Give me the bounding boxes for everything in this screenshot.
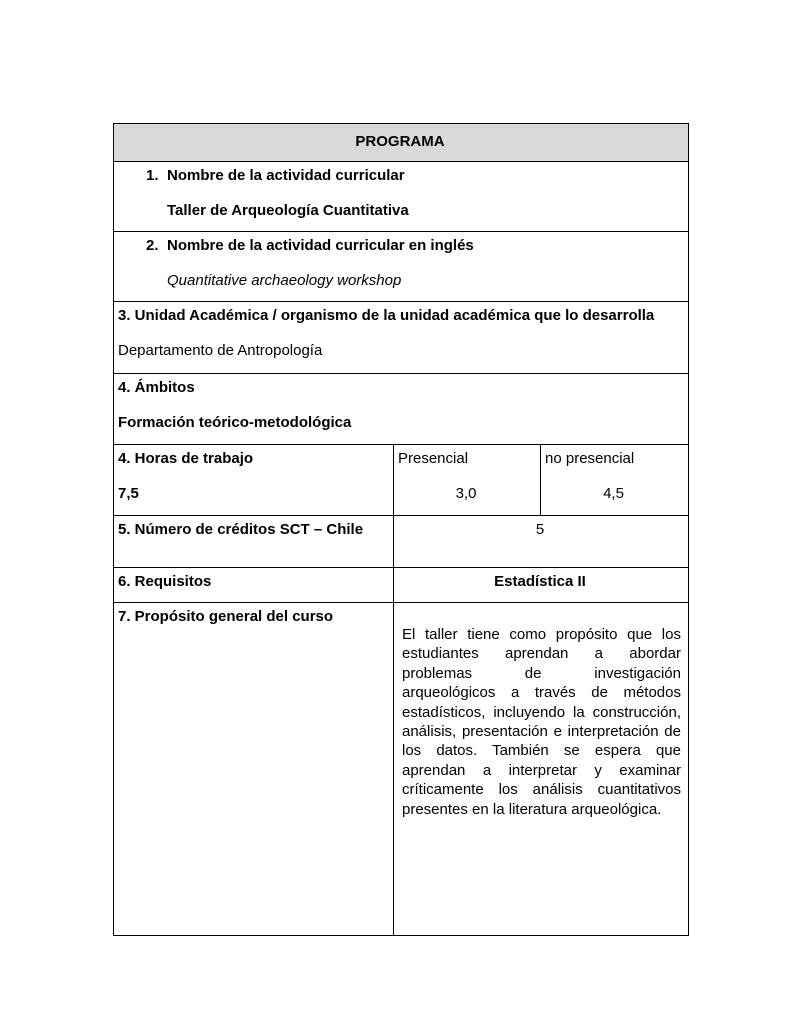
academic-unit-value: Departamento de Antropología bbox=[118, 342, 323, 359]
requisitos-label-cell bbox=[114, 568, 394, 603]
work-hours-label: 4. Horas de trabajo bbox=[118, 450, 254, 467]
no-presencial-value: 4,5 bbox=[603, 485, 624, 502]
row-work-hours bbox=[114, 445, 689, 516]
presencial-value: 3,0 bbox=[455, 485, 477, 502]
header-row bbox=[114, 124, 689, 162]
row-sct-credits bbox=[114, 516, 689, 568]
course-purpose-text: El taller tiene como propósito que los estudiantes aprendan a abordar problemas de investigación arqueológicos a través de métodos estadísticos, incluyendo la construcción, análisis, presentación e interpretación de los datos. También se espera que aprendan a interpretar y examinar críticamente los análisis cuantitativos presentes en la literatura arqueológica. bbox=[394, 603, 689, 936]
course-name-english-cell bbox=[114, 232, 689, 302]
course-name-english-value: Quantitative archaeology workshop bbox=[167, 272, 402, 289]
work-hours-total: 7,5 bbox=[118, 485, 139, 502]
row-course-purpose bbox=[114, 603, 689, 936]
sct-credits-value: 5 bbox=[394, 516, 689, 568]
course-name-label: Nombre de la actividad curricular bbox=[167, 167, 405, 184]
requisitos-value: Estadística II bbox=[394, 568, 689, 603]
course-name-english-number: 2. bbox=[146, 237, 159, 254]
course-name-cell bbox=[114, 162, 689, 232]
course-name-heading bbox=[114, 167, 682, 185]
row-course-name-english bbox=[114, 232, 689, 302]
sct-credits-label-cell bbox=[114, 516, 394, 568]
no-presencial-cell bbox=[541, 445, 689, 516]
course-name-english-label: Nombre de la actividad curricular en inglés bbox=[167, 237, 474, 254]
ambitos-label: 4. Ámbitos bbox=[118, 379, 195, 396]
row-ambitos bbox=[114, 374, 689, 445]
course-purpose-label: 7. Propósito general del curso bbox=[118, 608, 334, 625]
row-academic-unit bbox=[114, 302, 689, 374]
table-header-cell bbox=[114, 124, 689, 162]
row-requisitos bbox=[114, 568, 689, 603]
academic-unit-cell bbox=[114, 302, 689, 374]
course-name-value: Taller de Arqueología Cuantitativa bbox=[167, 202, 409, 219]
ambitos-value: Formación teórico-metodológica bbox=[118, 414, 352, 431]
row-course-name bbox=[114, 162, 689, 232]
presencial-cell bbox=[394, 445, 541, 516]
course-name-number: 1. bbox=[146, 167, 159, 184]
sct-credits-label: 5. Número de créditos SCT – Chile bbox=[118, 521, 364, 538]
document-title: PROGRAMA bbox=[355, 133, 445, 150]
requisitos-label: 6. Requisitos bbox=[118, 573, 212, 590]
course-name-english-heading bbox=[114, 237, 682, 255]
work-hours-label-cell bbox=[114, 445, 394, 516]
program-table bbox=[113, 123, 689, 936]
course-purpose-label-cell bbox=[114, 603, 394, 936]
academic-unit-label: 3. Unidad Académica / organismo de la unidad académica que lo desarrolla bbox=[118, 307, 655, 324]
no-presencial-label: no presencial bbox=[545, 450, 635, 467]
ambitos-cell bbox=[114, 374, 689, 445]
presencial-label: Presencial bbox=[398, 450, 469, 467]
